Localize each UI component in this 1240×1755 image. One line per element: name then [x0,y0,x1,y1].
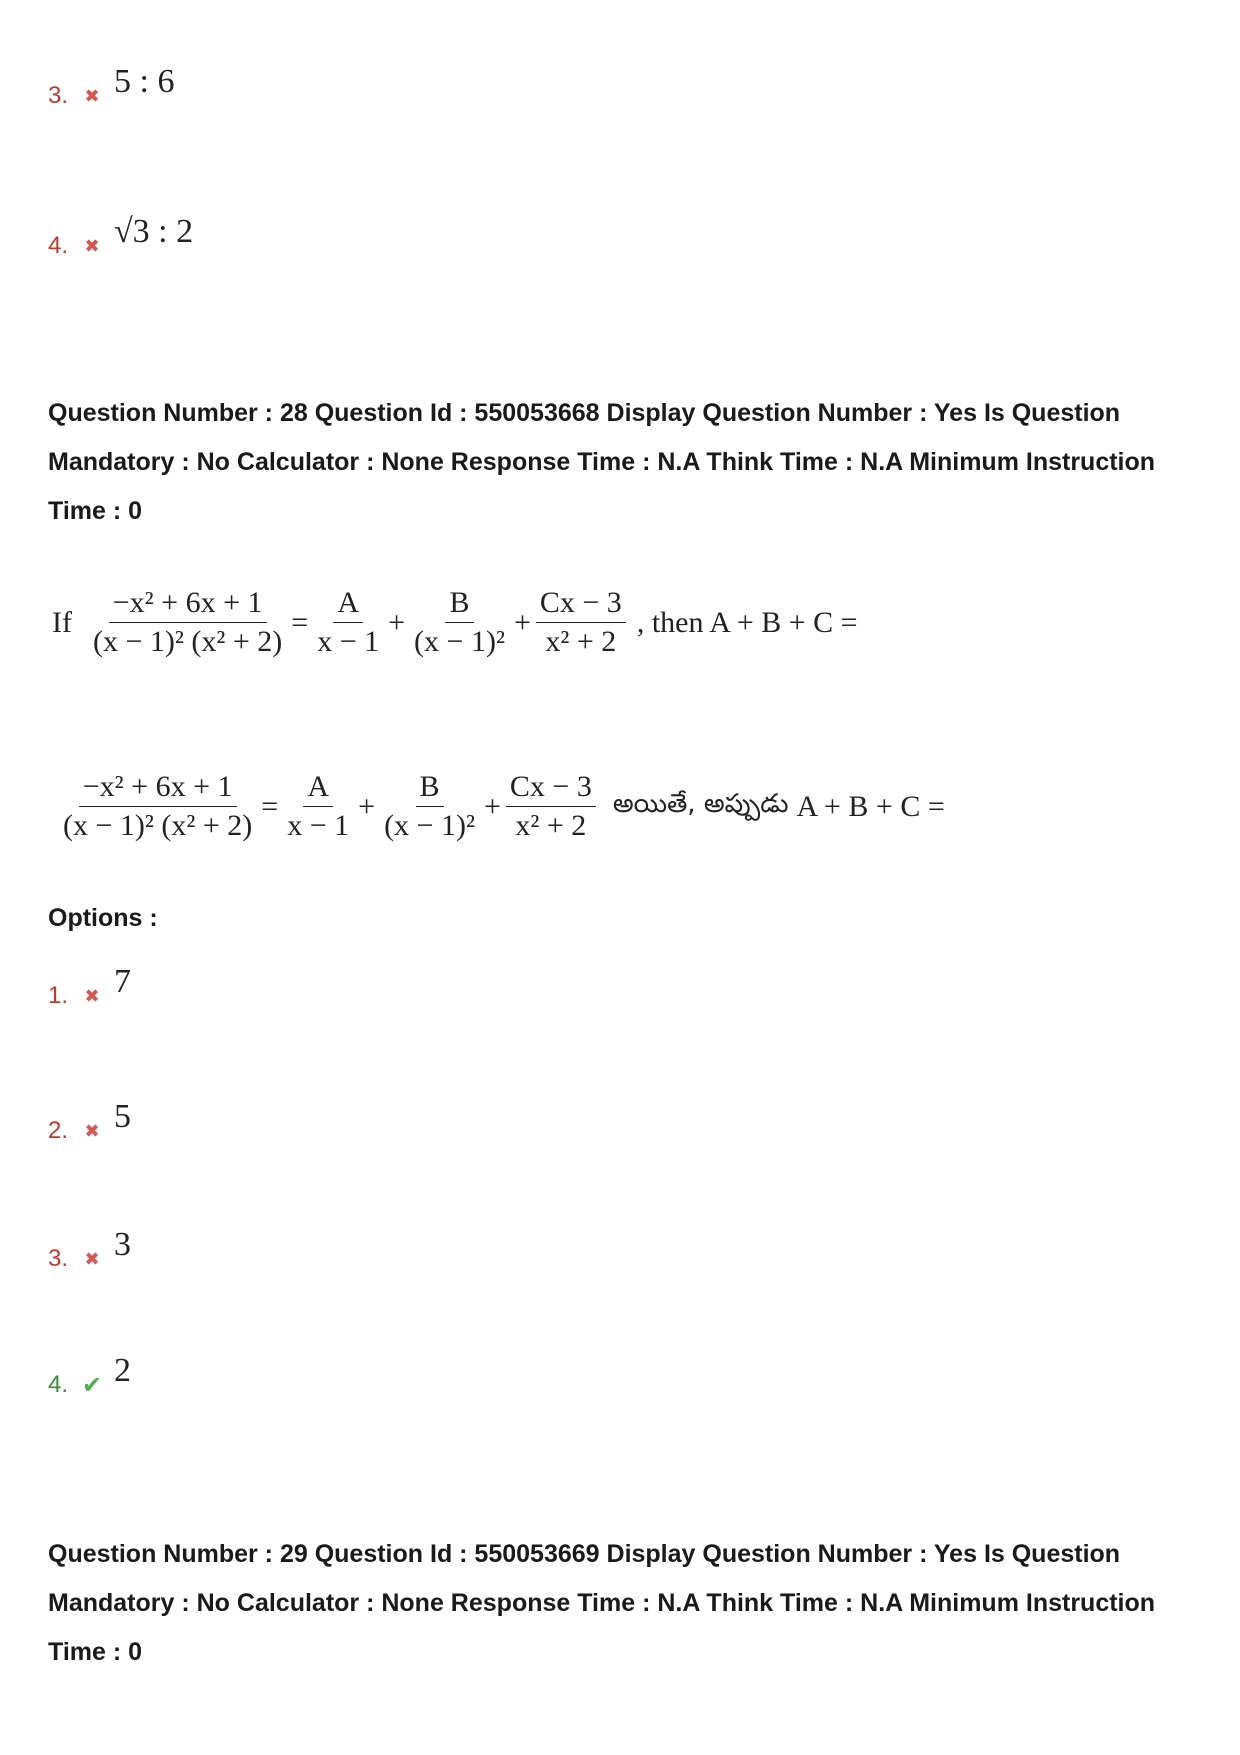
option-1[interactable] [48,963,131,1026]
option-value: 3 [114,1226,131,1263]
meta-line: Mandatory : No Calculator : None Response Time : N.A Think Time : N.A Minimum Instruction [48,1589,1156,1617]
option-3[interactable] [48,1226,131,1289]
plus-sign: + [513,605,531,639]
denominator: (x − 1)² [414,625,505,658]
option-number: 4. [48,1371,69,1398]
denominator: x² + 2 [515,809,587,842]
option-value: 5 : 6 [114,63,175,100]
numerator: B [416,768,444,807]
meta-line: Time : 0 [48,497,143,525]
option-value: √3 : 2 [114,213,194,250]
denominator: x − 1 [317,625,380,658]
meta-line: Question Number : 29 Question Id : 550053669 Display Question Number : Yes Is Question [48,1540,1121,1568]
numerator: −x² + 6x + 1 [79,768,237,807]
denominator: (x − 1)² (x² + 2) [63,809,253,842]
option-number: 1. [48,982,69,1009]
a-fraction [313,584,383,661]
option-value: 7 [114,963,131,1000]
prev-option-4 [48,213,194,276]
option-value: 2 [114,1352,131,1389]
denominator: x² + 2 [545,625,617,658]
meta-line: Question Number : 28 Question Id : 550053668 Display Question Number : Yes Is Question [48,399,1121,427]
question-text-telugu [56,768,945,845]
option-number: 3. [48,82,69,109]
b-fraction [410,584,509,661]
option-number: 3. [48,1245,69,1272]
numerator: B [445,584,473,623]
plus-sign: + [358,789,376,823]
telugu-then: అయితే, అప్పుడు [612,788,789,819]
numerator: A [303,768,333,807]
option-2[interactable] [48,1098,131,1161]
cross-icon: ✖ [84,1120,100,1141]
denominator: (x − 1)² (x² + 2) [92,625,283,658]
numerator: Cx − 3 [536,584,626,623]
numerator: −x² + 6x + 1 [109,584,267,623]
lhs-fraction [89,584,286,661]
c-fraction [536,584,626,661]
numerator: Cx − 3 [506,768,596,807]
c-fraction [506,768,596,845]
equals-sign: = [291,605,309,639]
lhs-fraction [59,768,256,845]
cross-icon: ✖ [84,1248,100,1269]
sum-expression: A + B + C = [796,789,945,823]
cross-icon: ✖ [84,985,100,1006]
numerator: A [333,584,363,623]
question-text-english [52,584,858,661]
cross-icon: ✖ [84,235,100,256]
plus-sign: + [388,605,406,639]
plus-sign: + [483,789,501,823]
equals-sign: = [261,789,279,823]
then-expression: , then A + B + C = [636,605,858,639]
b-fraction [380,768,479,845]
denominator: (x − 1)² [384,809,475,842]
option-4[interactable] [48,1352,131,1415]
question-28-meta [48,389,1208,536]
if-word: If [52,605,72,639]
option-number: 2. [48,1117,69,1144]
options-label: Options : [48,904,158,932]
denominator: x − 1 [287,809,350,842]
meta-line: Time : 0 [48,1638,143,1666]
cross-icon: ✖ [84,85,100,106]
check-icon: ✔ [81,1371,103,1399]
option-number: 4. [48,232,69,259]
a-fraction [283,768,353,845]
question-29-meta [48,1530,1208,1677]
prev-option-3 [48,63,175,126]
meta-line: Mandatory : No Calculator : None Response Time : N.A Think Time : N.A Minimum Instruction [48,448,1156,476]
option-value: 5 [114,1098,131,1135]
